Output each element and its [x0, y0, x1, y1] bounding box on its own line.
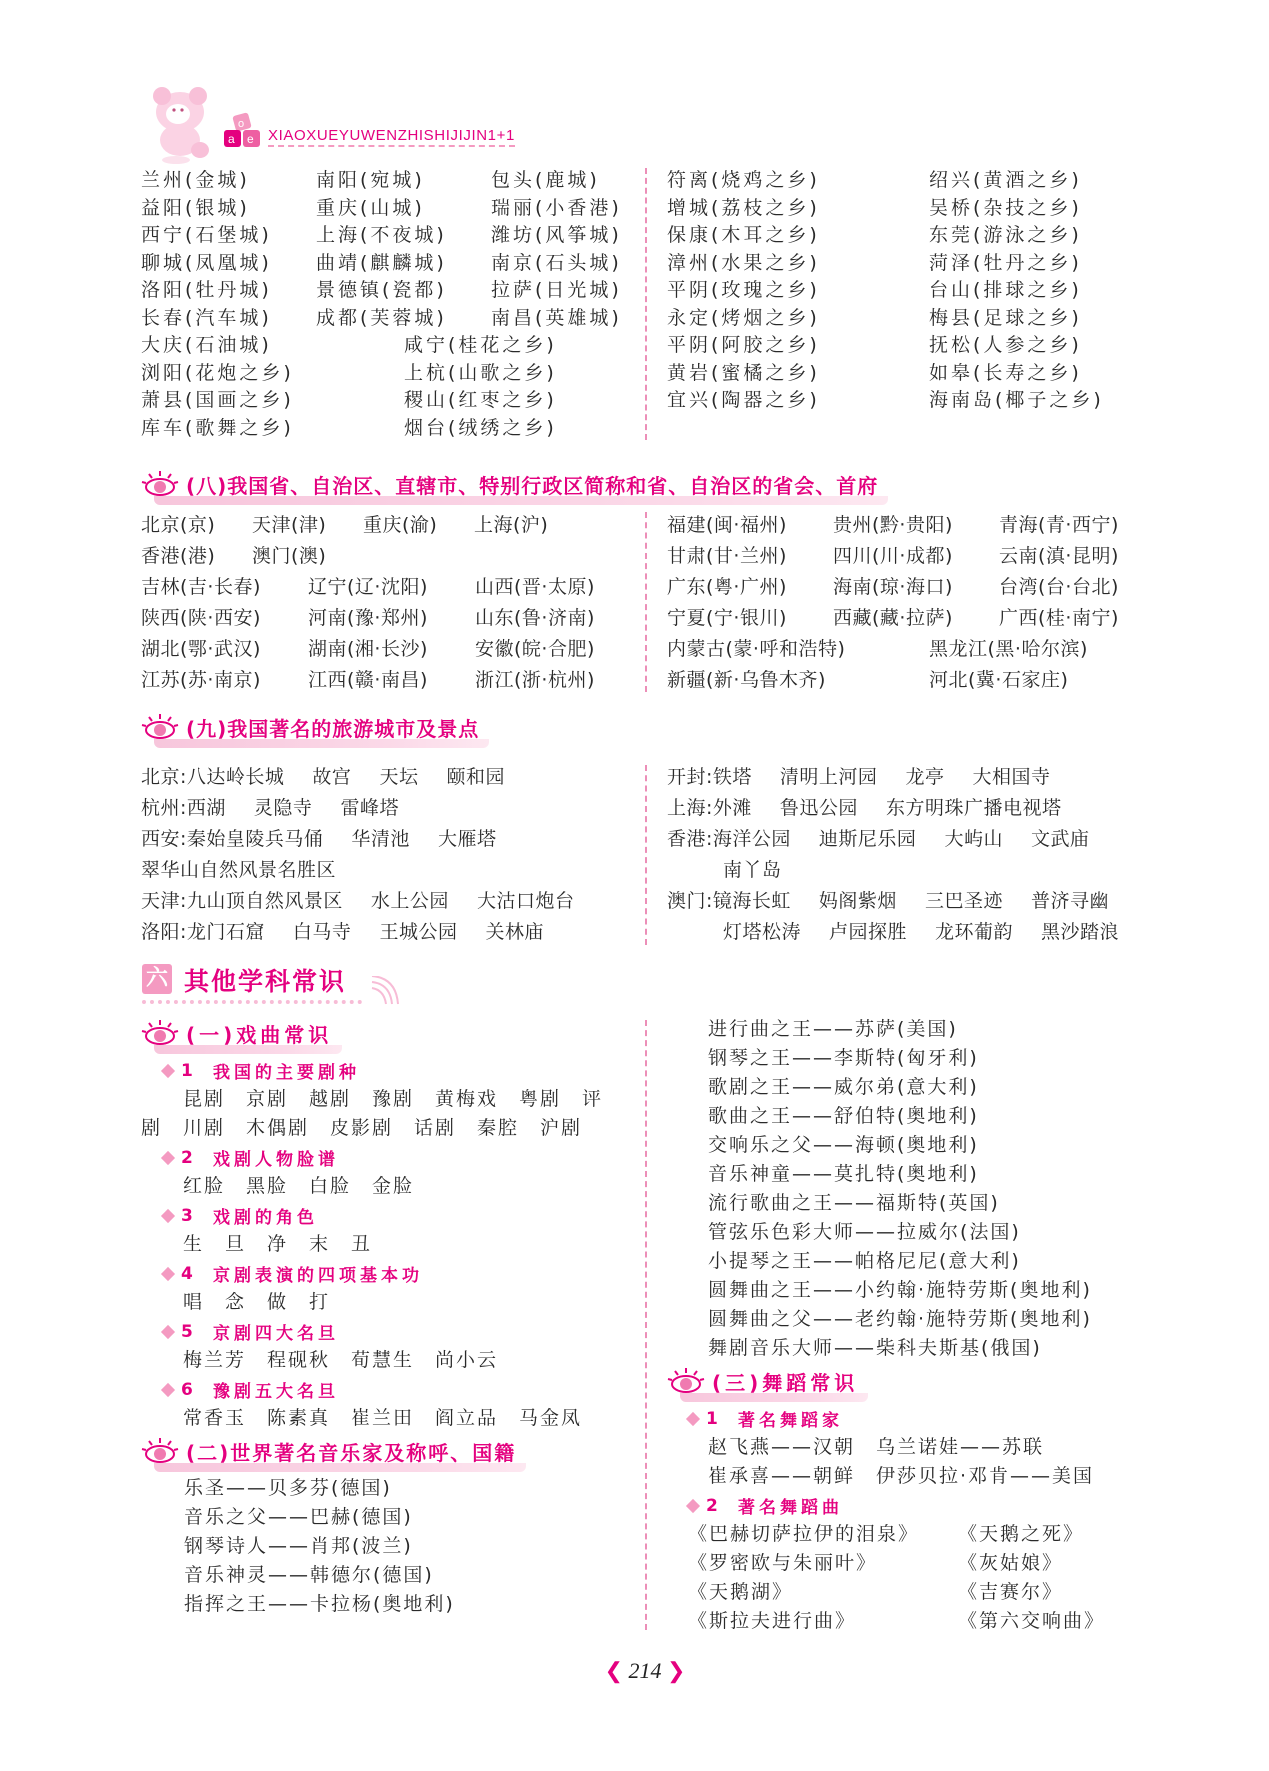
dance-knowledge-list	[688, 1404, 1105, 1636]
table-row	[141, 634, 642, 665]
city-label: 杭州:	[141, 797, 187, 819]
text-line: 剧 川剧 木偶剧 皮影剧 话剧 秦腔 沪剧	[141, 1117, 583, 1139]
column-divider	[645, 512, 647, 692]
tourist-sites-right	[667, 762, 1119, 948]
diamond-bullet-icon	[161, 1150, 175, 1164]
city-nickname-list-right	[667, 167, 1191, 415]
table-row	[141, 665, 642, 696]
table-row	[667, 167, 1191, 195]
city-nickname: 聊城(凤凰城)	[141, 251, 272, 274]
city-label: 上海:	[667, 797, 713, 819]
text-line: 红脸 黑脸 白脸 金脸	[183, 1175, 415, 1197]
scenic-spot: 白马寺	[292, 921, 352, 943]
musician-line: 圆舞曲之父——老约翰·施特劳斯(奥地利)	[708, 1308, 1092, 1330]
province-abbrev: 山东(鲁·济南)	[475, 607, 595, 629]
dance-song: 《天鹅之死》	[958, 1523, 1085, 1545]
province-abbrev: 吉林(吉·长春)	[141, 576, 261, 598]
table-row	[667, 510, 1191, 541]
table-row	[141, 305, 667, 333]
province-abbrev-list-right	[667, 510, 1191, 696]
city-nickname: 包头(鹿城)	[491, 169, 600, 191]
subheading-number: 3	[181, 1205, 193, 1226]
scenic-spot: 龙环葡韵	[935, 921, 1014, 943]
table-row	[667, 886, 1119, 917]
musician-line: 交响乐之父——海顿(奥地利)	[708, 1134, 979, 1156]
subheading-title: 戏剧人物脸谱	[213, 1150, 339, 1170]
table-row	[667, 824, 1119, 855]
dance-song: 《吉赛尔》	[958, 1581, 1064, 1603]
text-line: 唱 念 做 打	[183, 1291, 331, 1313]
province-abbrev: 重庆(渝)	[363, 514, 438, 536]
table-row	[667, 572, 1191, 603]
scenic-spot: 鲁迅公园	[779, 797, 858, 819]
province-abbrev: 新疆(新·乌鲁木齐)	[667, 669, 826, 691]
table-row	[141, 824, 574, 855]
city-nickname: 东莞(游泳之乡)	[929, 224, 1082, 246]
table-row	[667, 855, 1119, 886]
section-heading-opera	[140, 1016, 332, 1050]
table-row	[667, 793, 1119, 824]
table-row	[141, 917, 574, 948]
dance-song: 《天鹅湖》	[688, 1581, 794, 1603]
musician-line: 指挥之王——卡拉杨(奥地利)	[184, 1593, 455, 1615]
scenic-spot: 翠华山自然风景名胜区	[141, 859, 337, 881]
diamond-bullet-icon	[686, 1498, 700, 1512]
province-abbrev: 安徽(皖·合肥)	[475, 638, 595, 660]
subheading	[141, 1375, 631, 1404]
subheading	[141, 1143, 631, 1172]
table-row	[667, 541, 1191, 572]
province-abbrev: 海南(琼·海口)	[833, 576, 953, 598]
musician-line: 歌剧之王——威尔弟(意大利)	[708, 1076, 979, 1098]
table-row	[667, 762, 1119, 793]
diamond-bullet-icon	[686, 1411, 700, 1425]
scenic-spot: 西湖	[186, 797, 226, 819]
province-abbrev: 陕西(陕·西安)	[141, 607, 261, 629]
abc-blocks-icon	[222, 112, 266, 148]
table-row	[667, 250, 1191, 278]
subheading-number: 4	[181, 1263, 193, 1284]
scenic-spot: 灵隐寺	[253, 797, 313, 819]
city-nickname: 海南岛(椰子之乡)	[929, 389, 1104, 411]
mascot-logo	[140, 84, 225, 166]
province-abbrev-list-left	[141, 510, 642, 696]
subheading-number: 2	[181, 1147, 193, 1168]
city-nickname: 保康(木耳之乡)	[667, 224, 820, 246]
chapter-number: 六	[142, 964, 172, 994]
scenic-spot: 南丫岛	[723, 859, 782, 881]
city-nickname: 兰州(金城)	[141, 169, 250, 191]
province-abbrev: 浙江(浙·杭州)	[475, 669, 595, 691]
city-label: 北京:	[141, 766, 187, 788]
table-row	[141, 541, 642, 572]
table-row	[141, 793, 574, 824]
city-label: 天津:	[141, 890, 187, 912]
scenic-spot: 卢园探胜	[829, 921, 908, 943]
city-nickname: 长春(汽车城)	[141, 306, 272, 329]
scenic-spot: 王城公园	[379, 921, 458, 943]
diamond-bullet-icon	[161, 1382, 175, 1396]
table-row	[141, 886, 574, 917]
scenic-spot: 八达岭长城	[186, 766, 285, 788]
section-heading-dance	[666, 1364, 858, 1398]
scenic-spot: 迪斯尼乐园	[818, 828, 917, 850]
city-nickname: 萧县(国画之乡)	[141, 389, 294, 411]
city-nickname: 潍坊(风筝城)	[491, 224, 622, 246]
musician-line: 乐圣——贝多芬(德国)	[184, 1477, 392, 1499]
subheading-title: 京剧表演的四项基本功	[213, 1266, 423, 1286]
city-label: 澳门:	[667, 890, 713, 912]
column-divider	[645, 1020, 647, 1630]
subheading	[141, 1317, 631, 1346]
scenic-spot: 清明上河园	[779, 766, 878, 788]
section-title: (二)世界著名音乐家及称呼、国籍	[186, 1440, 517, 1465]
city-label: 西安:	[141, 828, 187, 850]
province-abbrev: 香港(港)	[141, 545, 216, 567]
musician-line: 流行歌曲之王——福斯特(英国)	[708, 1192, 1000, 1214]
section-title: (三)舞蹈常识	[712, 1370, 859, 1395]
city-label: 开封:	[667, 766, 713, 788]
province-abbrev: 青海(青·西宁)	[999, 514, 1119, 536]
city-nickname: 洛阳(牡丹城)	[141, 279, 272, 301]
table-row	[667, 360, 1191, 388]
province-abbrev: 云南(滇·昆明)	[999, 545, 1119, 567]
city-nickname: 浏阳(花炮之乡)	[141, 361, 294, 384]
scenic-spot: 颐和园	[446, 766, 505, 788]
province-abbrev: 内蒙古(蒙·呼和浩特)	[667, 638, 846, 660]
musician-list-left	[184, 1474, 455, 1619]
city-nickname: 大庆(石油城)	[141, 334, 272, 356]
city-nickname: 如皋(长寿之乡)	[929, 361, 1082, 384]
city-nickname: 拉萨(日光城)	[491, 279, 622, 301]
scenic-spot: 关林庙	[485, 921, 544, 943]
table-row	[667, 305, 1191, 333]
city-nickname: 南京(石头城)	[491, 251, 622, 274]
province-abbrev: 福建(闽·福州)	[667, 514, 787, 536]
musician-line: 小提琴之王——帕格尼尼(意大利)	[708, 1250, 1021, 1272]
city-nickname: 益阳(银城)	[141, 196, 250, 219]
table-row	[141, 510, 642, 541]
dance-song: 《巴赫切萨拉伊的泪泉》	[688, 1523, 920, 1545]
table-row	[688, 1520, 1105, 1549]
section-title: (一)戏曲常识	[186, 1022, 333, 1047]
province-abbrev: 上海(沪)	[474, 514, 549, 536]
musician-line: 钢琴诗人——肖邦(波兰)	[184, 1535, 413, 1557]
table-row	[141, 603, 642, 634]
province-abbrev: 江西(赣·南昌)	[308, 669, 428, 691]
city-nickname: 增城(荔枝之乡)	[667, 196, 820, 219]
subheading: 1 著名舞蹈家	[688, 1404, 1105, 1433]
city-label: 香港:	[667, 828, 713, 850]
scenic-spot: 华清池	[351, 828, 410, 850]
musician-line: 圆舞曲之王——小约翰·施特劳斯(奥地利)	[708, 1279, 1092, 1301]
city-nickname: 永定(烤烟之乡)	[667, 306, 820, 329]
scenic-spot: 大屿山	[944, 828, 1003, 850]
scenic-spot: 龙亭	[905, 766, 945, 788]
table-row	[141, 415, 667, 443]
scenic-spot: 普济寻幽	[1030, 890, 1109, 912]
table-row	[667, 665, 1191, 696]
city-nickname: 宜兴(陶器之乡)	[667, 389, 820, 411]
scenic-spot: 龙门石窟	[186, 921, 265, 943]
city-nickname: 绍兴(黄酒之乡)	[929, 169, 1082, 191]
province-abbrev: 辽宁(辽·沈阳)	[308, 576, 428, 598]
musician-list-right	[708, 1015, 1092, 1363]
table-row	[667, 387, 1191, 415]
musician-line: 音乐之父——巴赫(德国)	[184, 1506, 413, 1528]
subheading: 2 著名舞蹈曲	[688, 1491, 1105, 1520]
chevron-left-icon: ❮	[604, 1658, 623, 1683]
signal-waves-icon	[370, 976, 400, 1006]
table-row	[141, 855, 574, 886]
province-abbrev: 天津(津)	[252, 514, 327, 536]
scenic-spot: 雷峰塔	[340, 797, 399, 819]
table-row	[667, 277, 1191, 305]
city-nickname: 菏泽(牡丹之乡)	[929, 251, 1082, 274]
text-line: 生 旦 净 末 丑	[183, 1233, 373, 1255]
city-nickname: 南阳(宛城)	[316, 169, 425, 191]
table-row	[141, 572, 642, 603]
tourist-sites-left	[141, 762, 574, 948]
province-abbrev: 甘肃(甘·兰州)	[667, 545, 787, 567]
subheading	[141, 1201, 631, 1230]
scenic-spot: 东方明珠广播电视塔	[885, 797, 1062, 819]
dance-song: 《罗密欧与朱丽叶》	[688, 1552, 878, 1574]
text-line: 梅兰芳 程砚秋 荀慧生 尚小云	[183, 1349, 499, 1371]
svg-text:e: e	[247, 132, 254, 146]
city-nickname: 上杭(山歌之乡)	[404, 361, 557, 384]
chapter-heading	[142, 962, 402, 1008]
musician-line: 钢琴之王——李斯特(匈牙利)	[708, 1047, 979, 1069]
scenic-spot: 九山顶自然风景区	[186, 890, 343, 912]
diamond-bullet-icon	[161, 1324, 175, 1338]
city-nickname: 符离(烧鸡之乡)	[667, 169, 820, 191]
scenic-spot: 水上公园	[370, 890, 449, 912]
scenic-spot: 秦始皇陵兵马俑	[186, 828, 324, 850]
chevron-right-icon: ❯	[667, 1658, 686, 1683]
province-abbrev: 河北(冀·石家庄)	[929, 669, 1069, 691]
subheading	[141, 1056, 631, 1085]
city-nickname: 黄岩(蜜橘之乡)	[667, 361, 820, 384]
subheading-title: 我国的主要剧种	[213, 1063, 360, 1083]
province-abbrev: 贵州(黔·贵阳)	[833, 514, 953, 536]
scenic-spot: 黑沙踏浪	[1041, 921, 1120, 943]
city-nickname: 咸宁(桂花之乡)	[404, 334, 557, 356]
dance-songs-table	[688, 1520, 1105, 1636]
city-nickname-list-left	[141, 167, 667, 442]
eye-icon	[140, 469, 180, 499]
table-row	[688, 1549, 1105, 1578]
table-row	[141, 222, 667, 250]
province-abbrev: 宁夏(宁·银川)	[667, 607, 787, 629]
musician-line: 进行曲之王——苏萨(美国)	[708, 1018, 958, 1040]
scenic-spot: 铁塔	[712, 766, 752, 788]
opera-knowledge-list	[141, 1056, 631, 1433]
subheading-number: 5	[181, 1321, 193, 1342]
province-abbrev: 湖南(湘·长沙)	[308, 638, 428, 660]
city-nickname: 上海(不夜城)	[316, 224, 447, 246]
scenic-spot: 三巴圣迹	[924, 890, 1003, 912]
scenic-spot: 天坛	[379, 766, 419, 788]
musician-line: 管弦乐色彩大师——拉威尔(法国)	[708, 1221, 1021, 1243]
table-row	[667, 917, 1119, 948]
page-number: ❮ 214 ❯	[604, 1658, 686, 1683]
subheading-number: 6	[181, 1379, 193, 1400]
scenic-spot: 大雁塔	[437, 828, 497, 850]
subheading-title: 戏剧的角色	[213, 1208, 318, 1228]
section-heading-music	[140, 1434, 516, 1468]
table-row	[141, 762, 574, 793]
table-row	[667, 634, 1191, 665]
city-nickname: 漳州(水果之乡)	[667, 251, 820, 274]
section-title: (八)我国省、自治区、直辖市、特别行政区简称和省、自治区的省会、首府	[186, 473, 879, 498]
eye-icon	[140, 1018, 180, 1048]
subheading	[141, 1259, 631, 1288]
eye-icon	[140, 1436, 180, 1466]
dance-song: 《第六交响曲》	[958, 1610, 1106, 1632]
province-abbrev: 江苏(苏·南京)	[141, 669, 261, 691]
musician-line: 歌曲之王——舒伯特(奥地利)	[708, 1105, 979, 1127]
series-brand: XIAOXUEYUWENZHISHIJIJIN1+1	[268, 127, 515, 147]
column-divider	[645, 765, 647, 945]
city-nickname: 吴桥(杂技之乡)	[929, 196, 1082, 219]
province-abbrev: 黑龙江(黑·哈尔滨)	[929, 638, 1088, 660]
subheading-number: 1	[181, 1060, 193, 1081]
eye-icon	[666, 1366, 706, 1396]
province-abbrev: 广东(粤·广州)	[667, 576, 787, 598]
province-abbrev: 澳门(澳)	[252, 545, 327, 567]
table-row	[667, 332, 1191, 360]
province-abbrev: 台湾(台·台北)	[999, 576, 1119, 598]
table-row	[688, 1607, 1105, 1636]
table-row	[141, 167, 667, 195]
table-row	[688, 1578, 1105, 1607]
table-row	[141, 387, 667, 415]
scenic-spot: 大沽口炮台	[476, 890, 575, 912]
province-abbrev: 北京(京)	[141, 514, 216, 536]
scenic-spot: 大相国寺	[972, 766, 1051, 788]
table-row	[667, 222, 1191, 250]
scenic-spot: 故宫	[312, 766, 352, 788]
city-nickname: 平阴(阿胶之乡)	[667, 334, 820, 356]
scenic-spot: 文武庙	[1030, 828, 1090, 850]
city-nickname: 抚松(人参之乡)	[929, 334, 1082, 356]
province-abbrev: 广西(桂·南宁)	[999, 607, 1119, 629]
city-label: 洛阳:	[141, 921, 187, 943]
city-nickname: 稷山(红枣之乡)	[404, 389, 557, 411]
scenic-spot: 镜海长虹	[712, 890, 791, 912]
province-abbrev: 西藏(藏·拉萨)	[833, 607, 953, 629]
text-line: 赵飞燕——汉朝 乌兰诺娃——苏联	[708, 1436, 1045, 1458]
table-row	[141, 277, 667, 305]
chapter-title: 其他学科常识	[184, 967, 347, 996]
musician-line: 舞剧音乐大师——柴科夫斯基(俄国)	[708, 1337, 1042, 1359]
scenic-spot: 海洋公园	[712, 828, 791, 850]
province-abbrev: 山西(晋·太原)	[475, 576, 595, 598]
table-row	[141, 360, 667, 388]
city-nickname: 库车(歌舞之乡)	[141, 416, 294, 439]
city-nickname: 瑞丽(小香港)	[491, 196, 622, 219]
table-row	[667, 195, 1191, 223]
city-nickname: 曲靖(麒麟城)	[316, 251, 447, 274]
table-row	[141, 195, 667, 223]
table-row	[141, 332, 667, 360]
city-nickname: 成都(芙蓉城)	[316, 306, 447, 329]
city-nickname: 平阴(玫瑰之乡)	[667, 279, 820, 301]
city-nickname: 景德镇(瓷都)	[316, 279, 447, 301]
city-nickname: 南昌(英雄城)	[491, 306, 622, 329]
text-line: 昆剧 京剧 越剧 豫剧 黄梅戏 粤剧 评	[183, 1088, 604, 1110]
province-abbrev: 河南(豫·郑州)	[308, 607, 428, 629]
table-row	[667, 603, 1191, 634]
svg-text:o: o	[238, 118, 245, 130]
eye-icon	[140, 712, 180, 742]
dance-song: 《灰姑娘》	[958, 1552, 1064, 1574]
table-row	[141, 250, 667, 278]
section-heading-8	[140, 467, 878, 501]
province-abbrev: 湖北(鄂·武汉)	[141, 638, 261, 660]
text-line: 崔承喜——朝鲜 伊莎贝拉·邓肯——美国	[708, 1465, 1095, 1487]
diamond-bullet-icon	[161, 1266, 175, 1280]
text-line: 常香玉 陈素真 崔兰田 阎立品 马金凤	[183, 1407, 583, 1429]
city-nickname: 梅县(足球之乡)	[929, 306, 1082, 329]
city-nickname: 烟台(绒绣之乡)	[404, 416, 557, 439]
musician-line: 音乐神童——莫扎特(奥地利)	[708, 1163, 979, 1185]
city-nickname: 台山(排球之乡)	[929, 279, 1082, 301]
musician-line: 音乐神灵——韩德尔(德国)	[184, 1564, 434, 1586]
section-heading-9	[140, 710, 479, 744]
city-nickname: 西宁(石堡城)	[141, 224, 272, 246]
scenic-spot: 外滩	[712, 797, 752, 819]
subheading-title: 京剧四大名旦	[213, 1324, 339, 1344]
diamond-bullet-icon	[161, 1063, 175, 1077]
province-abbrev: 四川(川·成都)	[833, 545, 953, 567]
section-title: (九)我国著名的旅游城市及景点	[186, 716, 480, 741]
scenic-spot: 灯塔松涛	[723, 921, 802, 943]
city-nickname: 重庆(山城)	[316, 196, 425, 219]
svg-text:a: a	[228, 132, 235, 146]
scenic-spot: 妈阁紫烟	[818, 890, 897, 912]
chapter-underline	[142, 1000, 362, 1004]
subheading-title: 豫剧五大名旦	[213, 1382, 339, 1402]
dance-song: 《斯拉夫进行曲》	[688, 1610, 857, 1632]
diamond-bullet-icon	[161, 1208, 175, 1222]
